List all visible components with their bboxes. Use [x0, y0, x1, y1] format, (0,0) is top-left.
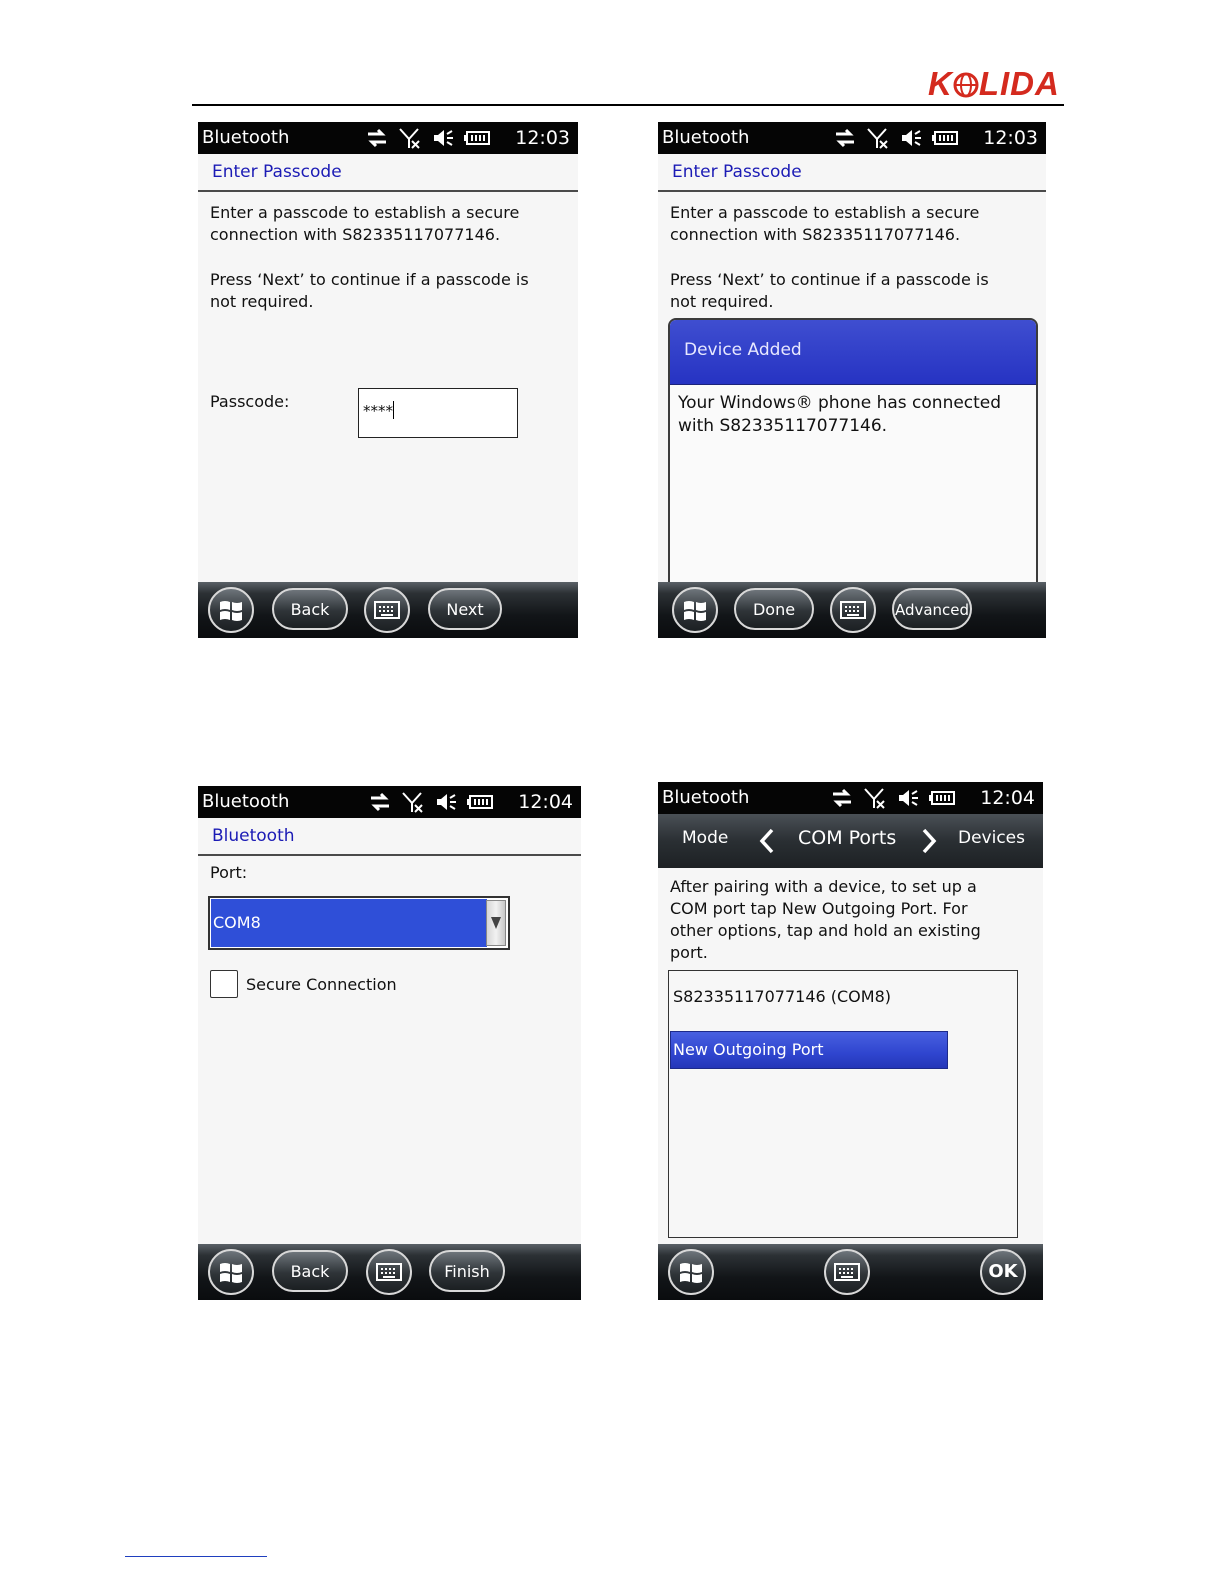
start-button[interactable]: [672, 587, 718, 633]
passcode-input[interactable]: [358, 388, 518, 438]
status-bar: [658, 122, 1046, 154]
port-label: Port:: [210, 863, 248, 882]
next-button[interactable]: Next: [428, 588, 502, 630]
taskbar: [198, 1244, 581, 1300]
title-bar: [658, 154, 1046, 192]
passcode-value: ****: [363, 402, 393, 420]
speaker-muted-icon: [899, 126, 923, 150]
status-bar: [658, 782, 1043, 814]
status-app-name: Bluetooth: [202, 127, 290, 148]
screen-enter-passcode: [198, 122, 578, 638]
instruction-line: not required.: [670, 292, 774, 311]
status-bar: [198, 122, 578, 154]
finish-button[interactable]: Finish: [429, 1250, 505, 1292]
dialog-line: Your Windows® phone has connected: [678, 393, 1002, 413]
secure-connection-checkbox[interactable]: [210, 970, 238, 998]
instruction-line: COM port tap New Outgoing Port. For: [670, 899, 968, 918]
start-button[interactable]: [208, 587, 254, 633]
status-app-name: Bluetooth: [202, 791, 290, 812]
keyboard-button[interactable]: [824, 1249, 870, 1295]
dialog-header: [670, 320, 1036, 385]
status-time: 12:04: [980, 787, 1035, 809]
status-time: 12:03: [983, 127, 1038, 149]
status-app-name: Bluetooth: [662, 787, 750, 808]
battery-icon: [467, 790, 495, 814]
instruction-line: not required.: [210, 292, 314, 311]
keyboard-icon: [374, 601, 400, 619]
status-icons: [361, 126, 492, 150]
windows-flag-icon: [218, 1260, 244, 1284]
no-signal-icon: [866, 126, 890, 150]
page-title: Enter Passcode: [212, 162, 342, 182]
tab-com-ports[interactable]: COM Ports: [798, 827, 897, 849]
status-app-name: Bluetooth: [662, 127, 750, 148]
list-item[interactable]: S82335117077146 (COM8): [673, 987, 891, 1006]
keyboard-icon: [840, 601, 866, 619]
battery-icon: [932, 126, 960, 150]
sync-icon: [830, 786, 854, 810]
no-signal-icon: [401, 790, 425, 814]
status-icons: [829, 126, 960, 150]
screen-device-added: [658, 122, 1046, 638]
windows-flag-icon: [218, 598, 244, 622]
dropdown-arrow-button[interactable]: [486, 900, 506, 946]
status-icons: [826, 786, 957, 810]
chevron-right-icon: [920, 828, 938, 854]
instruction-line: Press ‘Next’ to continue if a passcode is: [210, 270, 529, 289]
instruction-line: Enter a passcode to establish a secure: [670, 203, 980, 222]
tab-mode[interactable]: Mode: [682, 828, 729, 848]
advanced-button[interactable]: Advanced: [892, 588, 972, 630]
globe-icon: [953, 72, 979, 98]
instruction-line: connection with S82335117077146.: [210, 225, 501, 244]
speaker-muted-icon: [431, 126, 455, 150]
windows-flag-icon: [682, 598, 708, 622]
tab-devices[interactable]: Devices: [958, 828, 1025, 848]
com-port-list: [668, 970, 1018, 1238]
instruction-line: other options, tap and hold an existing: [670, 921, 981, 940]
instructions: [670, 202, 989, 313]
back-button[interactable]: Back: [272, 588, 348, 630]
status-bar: [198, 786, 581, 818]
status-time: 12:03: [515, 127, 570, 149]
ok-button[interactable]: OK: [980, 1249, 1026, 1295]
keyboard-button[interactable]: [364, 587, 410, 633]
status-time: 12:04: [518, 791, 573, 813]
battery-icon: [464, 126, 492, 150]
secure-connection-label[interactable]: Secure Connection: [246, 975, 397, 994]
passcode-label: Passcode:: [210, 392, 290, 411]
sync-icon: [365, 126, 389, 150]
back-button[interactable]: Back: [272, 1250, 348, 1292]
pivot-nav: [658, 814, 1043, 868]
instructions: [670, 876, 981, 964]
port-selected-value: COM8: [211, 899, 487, 947]
chevron-down-icon: [487, 901, 505, 945]
sync-icon: [833, 126, 857, 150]
keyboard-icon: [376, 1263, 402, 1281]
port-select[interactable]: [208, 896, 510, 950]
dialog-title: Device Added: [684, 340, 802, 360]
dialog-message: [678, 392, 1001, 438]
no-signal-icon: [863, 786, 887, 810]
keyboard-button[interactable]: [830, 587, 876, 633]
start-button[interactable]: [668, 1249, 714, 1295]
no-signal-icon: [398, 126, 422, 150]
keyboard-icon: [834, 1263, 860, 1281]
speaker-muted-icon: [896, 786, 920, 810]
text-caret: [393, 401, 394, 419]
kolida-logo: K LIDA: [928, 65, 1060, 102]
screen-com-ports: [658, 782, 1043, 1300]
start-button[interactable]: [208, 1249, 254, 1295]
instruction-line: Enter a passcode to establish a secure: [210, 203, 520, 222]
title-bar: [198, 154, 578, 192]
instruction-line: After pairing with a device, to set up a: [670, 877, 977, 896]
header-rule: [192, 104, 1064, 106]
taskbar: [658, 1244, 1043, 1300]
sync-icon: [368, 790, 392, 814]
instruction-line: port.: [670, 943, 708, 962]
title-bar: [198, 818, 581, 856]
windows-flag-icon: [678, 1260, 704, 1284]
taskbar: [198, 582, 578, 638]
speaker-muted-icon: [434, 790, 458, 814]
battery-icon: [929, 786, 957, 810]
dialog-line: with S82335117077146.: [678, 416, 888, 436]
new-outgoing-port-item[interactable]: New Outgoing Port: [670, 1031, 948, 1069]
keyboard-button[interactable]: [366, 1249, 412, 1295]
status-icons: [364, 790, 495, 814]
device-added-dialog: [668, 318, 1038, 618]
taskbar: [658, 582, 1046, 638]
instruction-line: Press ‘Next’ to continue if a passcode is: [670, 270, 989, 289]
screen-port-settings: [198, 786, 581, 1300]
page-title: Enter Passcode: [672, 162, 802, 182]
instruction-line: connection with S82335117077146.: [670, 225, 961, 244]
instructions: [210, 202, 529, 313]
chevron-left-icon: [758, 828, 776, 854]
page-title: Bluetooth: [212, 826, 295, 846]
done-button[interactable]: Done: [734, 588, 814, 630]
footer-rule: [125, 1556, 267, 1557]
